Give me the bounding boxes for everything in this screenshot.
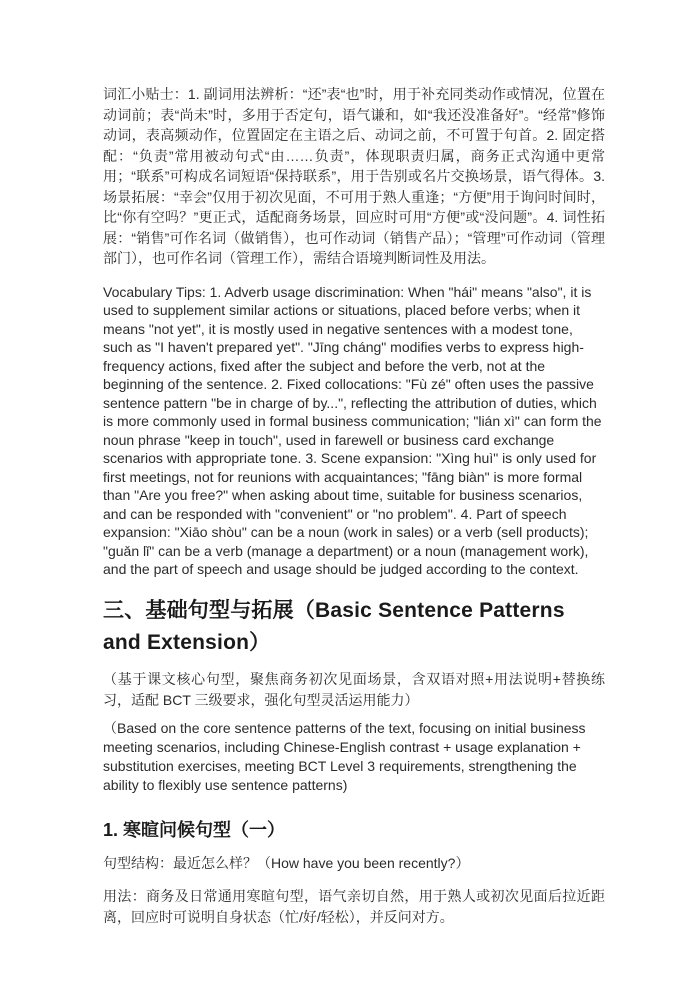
section-note-zh: （基于课文核心句型，聚焦商务初次见面场景，含双语对照+用法说明+替换练习，适配 BCT 三级要求，强化句型灵活运用能力） (103, 670, 605, 708)
pattern-usage-paragraph: 用法：商务及日常通用寒暄句型，语气亲切自然，用于熟人或初次见面后拉近距离，回应时可说明自身状态（忙/好/轻松），并反问对方。 (103, 887, 605, 925)
pattern-structure-line: 句型结构：最近怎么样？（How have you been recently?） (103, 854, 470, 871)
pattern-heading: 1. 寒暄问候句型（一） (103, 819, 286, 840)
section-heading: 三、基础句型与拓展（Basic Sentence Patterns and Extension） (103, 598, 565, 654)
vocab-tips-zh-paragraph: 词汇小贴士：1. 副词用法辨析：“还”表“也”时，用于补充同类动作或情况，位置在动词前；表“尚未”时，多用于否定句，语气谦和，如“我还没准备好”。“经常”修饰动词，表高频动作，位置固定在主语之后、动词之前，不可置于句首。2. 固定搭配：“负责”常用被动句式“由……负责”，体现职责归属，商务正式沟通中更常用；“联系”可构成名词短语“保持联系”，用于告别或名片交换场景，语气得体。3. 场景拓展：“幸会”仅用于初次见面，不可用于熟人重逢；“方便”用于询问时间时，比“你有空吗？”更正式，适配商务场景，回应时可用“方便”或“没问题”。4. 词性拓展：“销售”可作名词（做销售），也可作动词（销售产品）；“管理”可作动词（管理部门），也可作名词（管理工作），需结合语境判断词性及用法。 (103, 86, 605, 266)
vocab-tips-en-paragraph: Vocabulary Tips: 1. Adverb usage discrimination: When "hái" means "also", it is used to supplement similar actions or situations, placed before verbs; when it means "not yet", it is mostly used in negative sentences with a modest tone, such as "I haven't prepared yet". "Jīng cháng" modifies verbs to express high-frequency actions, fixed after the subject and before the verb, not at the beginning of the sentence. 2. Fixed collocations: "Fù zé" often uses the passive sentence pattern "be in charge of by...", reflecting the attribution of duties, which is more commonly used in formal business communication; "lián xì" can form the noun phrase "keep in touch", used in farewell or business card exchange scenarios with appropriate tone. 3. Scene expansion: "Xìng huì" is only used for first meetings, not for reunions with acquaintances; "fāng biàn" is more formal than "Are you free?" when asking about time, suitable for business scenarios, and can be responded with "convenient" or "no problem". 4. Part of speech expansion: "Xiāo shòu" can be a noun (work in sales) or a verb (sell products); "guǎn lǐ" can be a verb (manage a department) or a noun (management work), and the part of speech and usage should be judged according to the context. (103, 283, 602, 577)
section-note-en: （Based on the core sentence patterns of the text, focusing on initial business meeting scenarios, including Chinese-English contrast + usage explanation + substitution exercises, meeting BCT Level 3 requirements, strengthening the ability to flexibly use sentence patterns) (103, 719, 586, 793)
